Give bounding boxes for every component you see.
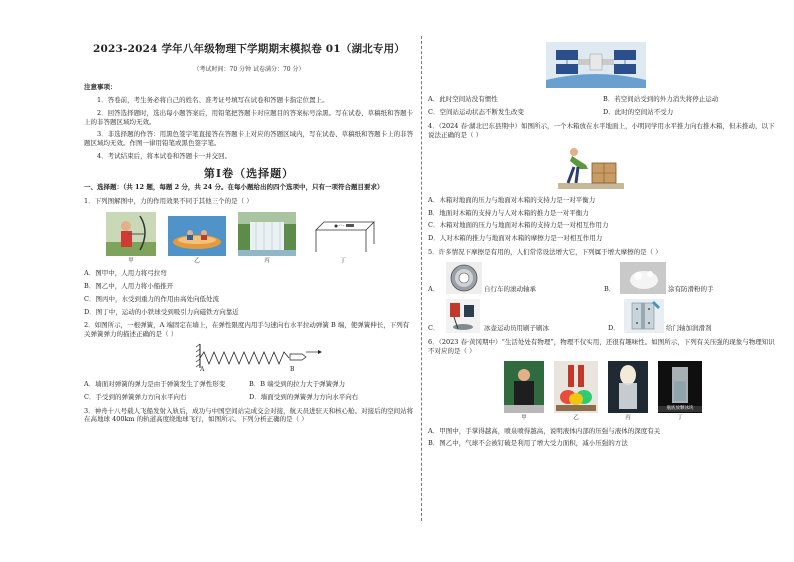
spring-label-b: B xyxy=(290,366,295,374)
q1-caption-jia: 甲 xyxy=(128,258,134,264)
archer-image xyxy=(106,212,156,256)
spring-diagram xyxy=(194,342,324,376)
question-3-options-row xyxy=(428,95,778,104)
question-5-stem: 5．许多情况下摩擦是有用的，人们常常设法增大它，下列属于增大摩擦的是（ ） xyxy=(428,248,662,256)
question-4-option: B．地面对木箱的支持力与人对木箱的推力是一对平衡力 xyxy=(428,208,589,217)
ice-bottle-tag: 瓶底放颗冰块 xyxy=(658,406,702,412)
question-5-row-ab xyxy=(428,262,778,294)
question-4-option: C．木箱对地面的压力与地面对木箱的支持力是一对相互作用力 xyxy=(428,221,609,230)
question-4-stem: 4．（2024 春·湖北巴东县期中）如图所示，一个木箱放在水平地面上，小明同学用水平推力向右推木箱，但未推动，以下说法正确的是（ ） xyxy=(428,121,775,139)
question-1-stem: 1．下列图解图中，力的作用效果不同于其他三个的是（ ） xyxy=(84,197,253,206)
mc-heading: 一、选择题：（共 12 题，每题 2 分，共 24 分。在每小题给出的四个选项中，只有一项符合题目要求） xyxy=(84,183,384,192)
question-1-figures xyxy=(106,212,414,265)
notice-block xyxy=(84,83,414,160)
q6-figure-yi xyxy=(554,361,598,422)
q5-option-a-letter: A． xyxy=(428,285,440,293)
boat-image xyxy=(168,216,226,256)
question-3-option: A．此时空间站没有惯性 xyxy=(428,95,498,104)
q1-figure-jia xyxy=(106,212,156,265)
push-box-figure xyxy=(558,143,778,192)
push-box-image xyxy=(558,143,624,189)
right-column xyxy=(428,40,778,448)
question-1-option: B．图乙中，人用力将小船推开 xyxy=(84,282,174,291)
question-2-stem: 2．如图所示，一根弹簧，A 端固定在墙上，在弹性限度内用手匀速向右水平拉动弹簧 B 端，使弹簧伸长，下列有关弹簧弹力的描述正确的是（ ） xyxy=(84,321,410,339)
question-6-stem: 6．（2023 春·黄冈期中）“生活处处有物理”，物理不仅实用，还很有趣味性。如图所示，下列有关压强的现象与物理知识不对应的是（ ） xyxy=(428,337,775,355)
question-1-option: A．图甲中，人用力将弓拉弯 xyxy=(84,269,167,278)
q6-caption-bing: 丙 xyxy=(625,415,631,422)
question-3-option: D．此时的空间站不受力 xyxy=(603,108,674,117)
question-4-option: D．人对木箱的推力与地面对木箱的摩擦力是一对相互作用力 xyxy=(428,234,603,243)
q5-option-b-caption: 涂有防滑粉的手 xyxy=(668,285,714,293)
door-hinge-image xyxy=(624,299,664,333)
spring-label-a: A xyxy=(200,366,205,374)
question-2-option: A．墙面对弹簧的弹力是由于弹簧发生了弹性形变 xyxy=(84,380,226,389)
q6-caption-ding: 丁 xyxy=(677,415,683,422)
column-divider xyxy=(421,36,422,521)
ice-bottle-figure xyxy=(658,361,702,413)
question-2-options-row xyxy=(84,393,414,402)
question-5-row-cd xyxy=(428,299,778,333)
question-6-option: B．图乙中，气球不会被钉破是利用了增大受力面积，减小压强的方法 xyxy=(428,439,628,448)
spring-figure xyxy=(194,342,324,376)
q1-caption-yi: 乙 xyxy=(194,258,200,264)
notice-item: 2．回答选择题时，选出每小题答案后，用铅笔把答题卡对应题目的答案标号涂黑。写在试卷、草稿纸和答题卡上的非答题区域均无效。 xyxy=(84,108,414,126)
notice-item: 3．非选择题的作答：用黑色签字笔直接答在答题卡上对应的答题区域内，写在试卷、草稿纸和答题卡上的非答题区域均无效。作图一律用铅笔或黑色签字笔。 xyxy=(84,130,414,148)
question-3-option: C．空间站运动状态不断发生改变 xyxy=(428,108,524,117)
q5-option-a-caption: 自行车的滚动轴承 xyxy=(484,285,536,293)
q5-option-d-caption: 给门轴加润滑剂 xyxy=(666,324,712,332)
chalk-hand-image xyxy=(620,262,666,294)
egg-bottle-image xyxy=(608,361,648,413)
left-column xyxy=(84,40,414,424)
question-2-option: B．B 端受到的拉力大于弹簧弹力 xyxy=(249,380,346,389)
waterfall-image xyxy=(238,212,296,256)
q1-caption-ding: 丁 xyxy=(340,258,346,264)
balloon-nails-image xyxy=(554,361,598,413)
q6-figure-bing xyxy=(608,361,648,422)
space-station-figure xyxy=(546,42,778,91)
exam-time-info: （考试时间：70 分钟 试卷满分：70 分） xyxy=(193,66,305,74)
question-1-option: C．图丙中，水受到重力的作用由高处向低处流 xyxy=(84,294,219,303)
notice-item: 4．考试结束后，将本试卷和答题卡一并交回。 xyxy=(97,151,232,160)
section-title: 第Ⅰ卷（选择题） xyxy=(203,166,295,180)
notice-item: 1．答卷前，考生务必将自己的姓名、准考证号填写在试卷和答题卡指定位置上。 xyxy=(97,96,329,105)
q5-option-c-letter: C． xyxy=(428,324,440,332)
question-4-option: A．木箱对地面的压力与地面对木箱的支持力是一对平衡力 xyxy=(428,195,596,204)
question-2-options-row xyxy=(84,380,414,389)
question-2-option: D．墙面受到的弹簧弹力方向水平向右 xyxy=(249,392,359,401)
q5-option-c-caption: 冰壶运动员用刷子刷冰 xyxy=(484,324,549,332)
q6-figure-jia xyxy=(504,361,544,422)
question-1-option: D．图丁中，运动的小铁球受到吸引力向磁铁方向靠近 xyxy=(84,307,239,316)
q1-caption-bing: 丙 xyxy=(264,258,270,264)
q6-caption-yi: 乙 xyxy=(573,415,579,422)
q1-figure-ding xyxy=(308,216,378,265)
q1-figure-yi xyxy=(168,216,226,265)
question-2-option: C．手受到的弹簧弹力方向水平向右 xyxy=(84,392,187,401)
q5-option-b-letter: B． xyxy=(604,285,616,293)
question-3-option: B．若空间站受到的外力消失将停止运动 xyxy=(603,95,719,104)
exam-title: 2023-2024 学年八年级物理下学期期末模拟卷 01（湖北专用） xyxy=(92,43,406,55)
q5-option-d-letter: D． xyxy=(608,324,620,332)
question-6-figures xyxy=(504,361,778,422)
curling-image xyxy=(446,299,480,333)
magnet-table-diagram xyxy=(308,216,378,256)
teacher-image xyxy=(504,361,544,413)
q1-figure-bing xyxy=(238,212,296,265)
q6-caption-jia: 甲 xyxy=(521,415,527,422)
question-6-option: A．甲图中，手掌得越高，喷泉喷得越高，说明液体内部的压强与液体的深度有关 xyxy=(428,426,661,435)
question-3-options-row xyxy=(428,108,778,117)
space-station-image xyxy=(546,42,646,88)
q6-figure-ding xyxy=(658,361,702,422)
bearing-image xyxy=(446,262,482,294)
question-3-stem: 3．神舟十八号载人飞船发射入轨后，成功与中国空间站完成交会对接，航天员进驻天和核心舱。对接后的空间站将在高地球 400km 的轨道高度绕地球飞行，如图所示。下列分析正确的是（ ） xyxy=(84,406,414,424)
notice-heading: 注意事项： xyxy=(84,83,117,92)
